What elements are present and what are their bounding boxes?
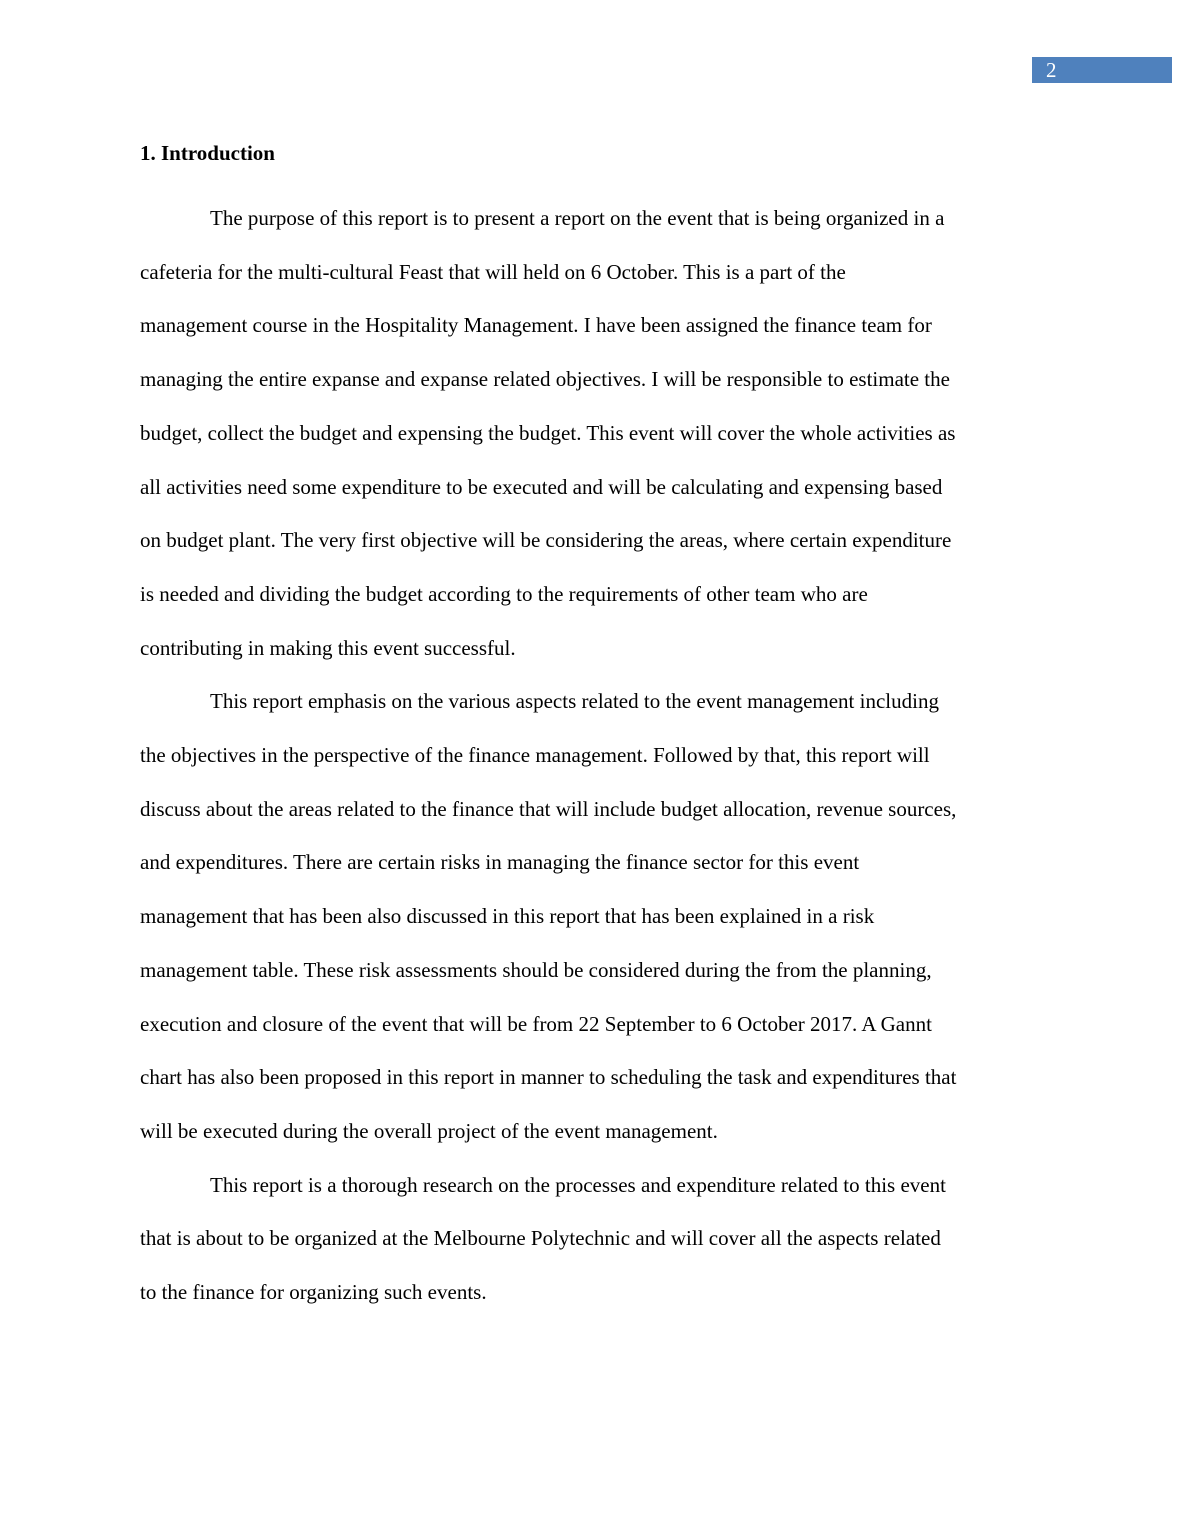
paragraph-line: management course in the Hospitality Management. I have been assigned the finance team for [140,313,932,338]
paragraph-line: that is about to be organized at the Melbourne Polytechnic and will cover all the aspects related [140,1226,941,1251]
paragraph-line: managing the entire expanse and expanse related objectives. I will be responsible to estimate the [140,367,950,392]
document-body [140,138,1050,1320]
paragraph-line: is needed and dividing the budget according to the requirements of other team who are [140,581,868,606]
section-heading: 1. Introduction [140,141,275,165]
paragraph-line: on budget plant. The very first objective will be considering the areas, where certain expenditure [140,528,952,553]
paragraph-line: execution and closure of the event that will be from 22 September to 6 October 2017. A Gannt [140,1011,932,1036]
paragraph-line: management table. These risk assessments should be considered during the from the planning, [140,957,932,982]
paragraph-line: to the finance for organizing such events. [140,1280,487,1305]
paragraph-line: management that has been also discussed in this report that has been explained in a risk [140,904,875,929]
paragraph-line: contributing in making this event successful. [140,635,516,660]
paragraph-3 [140,1159,1050,1320]
page-number-badge [1032,57,1172,83]
paragraph-2 [140,675,1050,1158]
paragraph-line: and expenditures. There are certain risks in managing the finance sector for this event [140,850,860,875]
paragraph-line: This report is a thorough research on the processes and expenditure related to this event [210,1172,946,1197]
paragraph-line: will be executed during the overall project of the event management. [140,1118,718,1143]
paragraph-line: The purpose of this report is to present a report on the event that is being organized in a [210,206,945,230]
paragraph-line: cafeteria for the multi-cultural Feast that will held on 6 October. This is a part of the [140,259,846,284]
paragraph-line: the objectives in the perspective of the finance management. Followed by that, this report will [140,743,930,768]
paragraph-line: budget, collect the budget and expensing the budget. This event will cover the whole activities as [140,420,956,445]
paragraph-line: all activities need some expenditure to be executed and will be calculating and expensing based [140,474,943,499]
paragraph-line: chart has also been proposed in this report in manner to scheduling the task and expenditures that [140,1065,957,1090]
paragraph-line: discuss about the areas related to the finance that will include budget allocation, revenue sources, [140,796,957,821]
page-number: 2 [1046,58,1057,82]
paragraph-line: This report emphasis on the various aspects related to the event management including [210,689,939,714]
paragraph-1 [140,192,1050,675]
